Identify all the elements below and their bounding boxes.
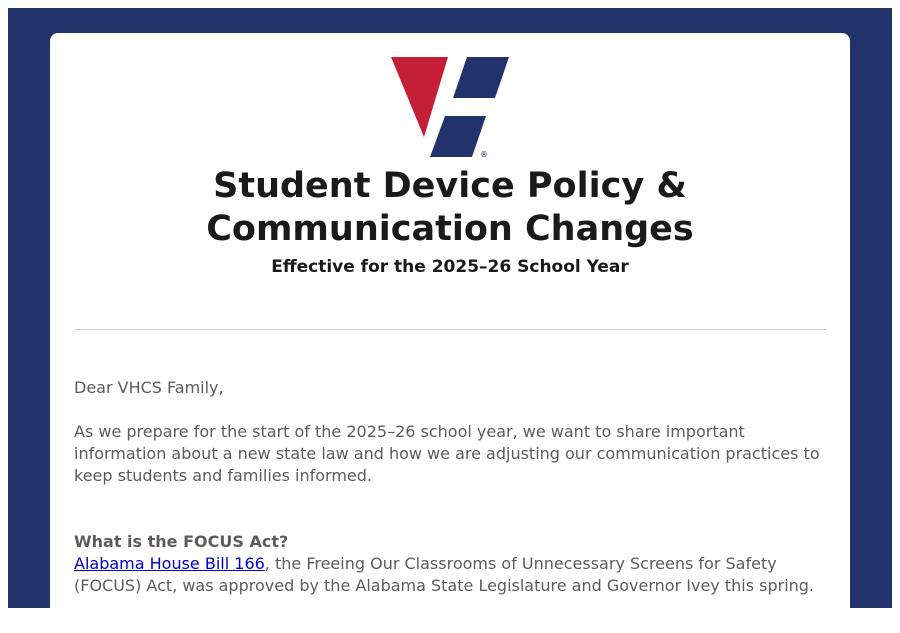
focus-act-paragraph bbox=[74, 553, 826, 597]
greeting: Dear VHCS Family, bbox=[74, 378, 224, 397]
page-title-line-1: Student Device Policy & bbox=[213, 166, 687, 206]
email-card bbox=[50, 33, 850, 633]
email-frame bbox=[8, 8, 892, 608]
page-title bbox=[50, 165, 850, 251]
house-bill-166-link[interactable]: Alabama House Bill 166 bbox=[74, 554, 265, 573]
focus-act-description: , the Freeing Our Classrooms of Unnecessary Screens for Safety (FOCUS) Act, was approved by the Alabama State Legislature and Governor Ivey this spring. bbox=[74, 554, 815, 595]
divider bbox=[74, 329, 826, 330]
registered-mark: ® bbox=[480, 150, 488, 157]
logo-red-shape bbox=[391, 57, 448, 137]
logo-navy-lower-shape bbox=[430, 116, 486, 157]
vhcs-logo-icon bbox=[390, 57, 510, 157]
page-title-line-2: Communication Changes bbox=[206, 209, 694, 249]
intro-paragraph: As we prepare for the start of the 2025–26 school year, we want to share important information about a new state law and how we are adjusting our communication practices to keep students and families informed. bbox=[74, 422, 820, 485]
page-subtitle: Effective for the 2025–26 School Year bbox=[271, 257, 629, 277]
focus-act-heading: What is the FOCUS Act? bbox=[74, 532, 289, 551]
logo-navy-upper-shape bbox=[453, 57, 509, 98]
